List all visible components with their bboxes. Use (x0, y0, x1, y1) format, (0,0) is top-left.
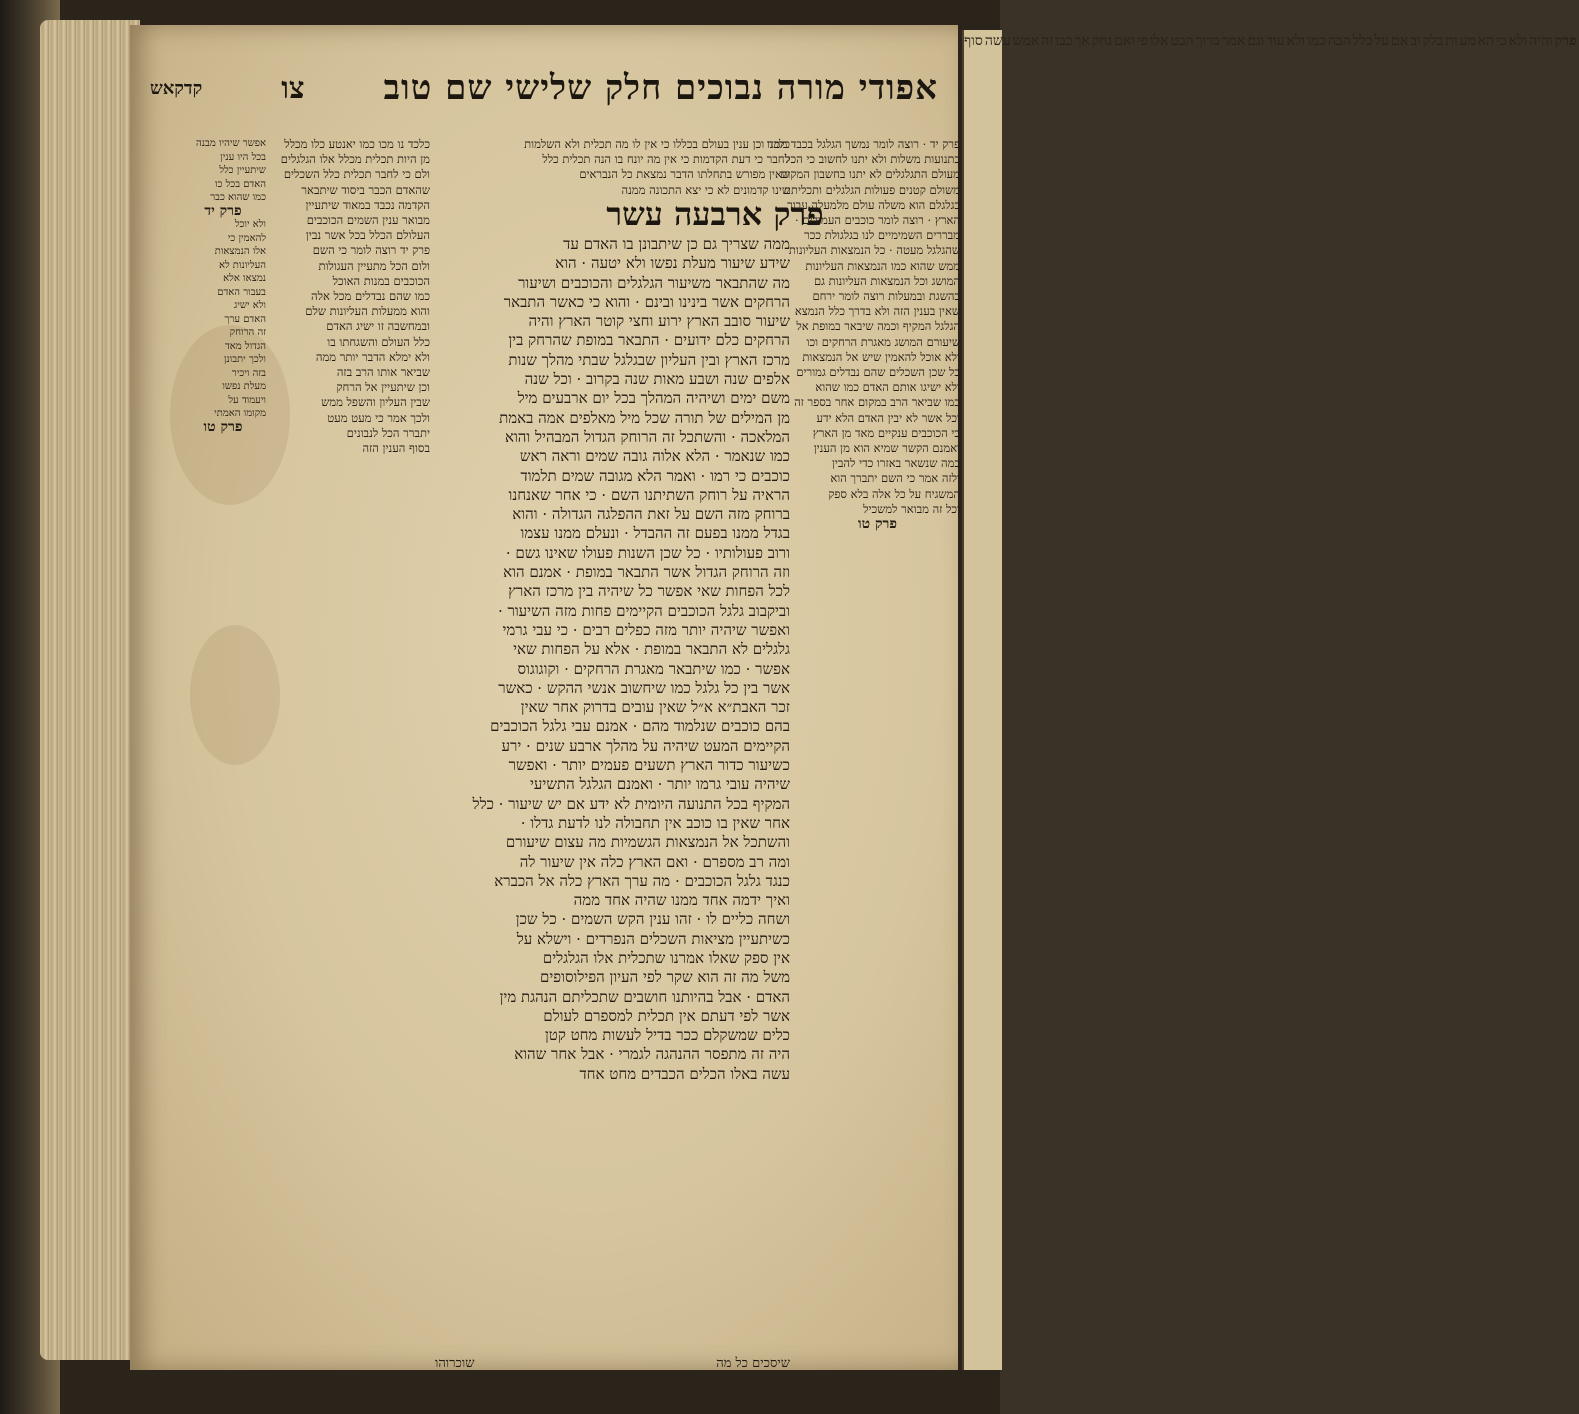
commentary-line: פרק יד · רוצה לומר נמשך הגלגל בכבד ממנו (766, 137, 960, 151)
commentary-line: כי הכוכבים ענקיים מאד מן הארץ (812, 425, 960, 440)
margin-note-line: כמו שהוא כבר (210, 192, 266, 203)
commentary-line: ולכך אמר כי מעט מעט (327, 410, 430, 425)
commentary-line: וכל זה מבואר למשכיל (863, 501, 960, 516)
commentary-line: וכל אשר לא יבין האדם הלא ידע (816, 410, 960, 425)
commentary-line: שביאר אותו הרב בזה (336, 365, 430, 380)
commentary-line: כמו שביאר הרב במקום אחר בספר זה (794, 395, 960, 410)
margin-note-line: האדם ערך (224, 313, 266, 325)
commentary-line: ולא ישיגו אותם האדם כמו שהוא (815, 380, 960, 395)
commentary-line: מבררים השמימיים לנו בגלגולת ככר (804, 228, 960, 243)
main-text-line: שיהיה עובי גרמו יותר · ואמנם הגלגל התשיעי (530, 775, 790, 794)
commentary-line: ולום הכל מתעיין העגולות (318, 258, 430, 273)
margin-note-line: שיתעיין כלל (219, 165, 266, 176)
main-text-line: ומה רב מספרם · ואם הארץ כלה אין שיעור לה (519, 852, 790, 871)
next-page-line: הבה (1327, 33, 1351, 49)
next-page-line: והיה (1529, 33, 1553, 49)
main-text-line: שידע שיעור מעלת נפשו ולא יטעה · הוא (555, 254, 790, 273)
next-page-line: וגם (1247, 33, 1265, 49)
commentary-line: המושג וכל הנמצאות העליונות גם (813, 273, 960, 288)
main-text-line: כלים שמשקלם ככר בדיל לעשות מחט קטן (544, 1026, 790, 1045)
book-page (130, 25, 958, 1370)
main-text-line: אחר שאין בו כוכב אין תחבולה לנו לדעת גדלו · (520, 813, 790, 832)
next-page-line: הא (1477, 33, 1495, 49)
commentary-line: משולם קטנים פעולות הגלגלים ותכליתם (783, 182, 960, 197)
footer-catchword-left: שוכרוהו (435, 1356, 475, 1371)
next-page-line: סוף (964, 33, 983, 49)
next-page-edge (962, 30, 1577, 1370)
next-page-line: על (1374, 33, 1390, 49)
page-footer (435, 1355, 790, 1371)
margin-note-line: להאמין כי (227, 232, 266, 244)
next-page-line: אמר (1221, 33, 1246, 49)
main-text-line: ואיך ידמה אחד ממנו שהיה אחד ממה (573, 891, 790, 910)
next-page-line: פי (1136, 33, 1148, 49)
main-text-line: גלגלים לא התבאר במופת · אלא על הפחות שאי (513, 640, 790, 659)
commentary-line: כמו שהם נבדלים מכל אלה (310, 289, 430, 304)
next-page-line: כמו (1307, 33, 1326, 49)
next-page-line: פרק (1554, 33, 1577, 49)
commentary-line: לחבר כי דעת הקדמות כי אין מה יונח בו הנה תכלית כלל (542, 152, 790, 167)
main-text-line: אפשר · כמו שיתבאר מאגרת הרחקים · וקוגוגוס (517, 659, 790, 678)
commentary-line: בתנועות משלות ולא יתנו לחשוב כי הכל (785, 152, 960, 167)
next-page-line: ואם (1114, 33, 1135, 49)
main-text-line: והשתכל אל הנמצאות הגשמיות מה עצום שיעורם (505, 833, 790, 852)
commentary-line: וכן שיתעיין אל הרחק (336, 380, 430, 395)
next-page-line: בלק (1422, 33, 1444, 49)
footer-catchword-right: שיסכים כל מה (716, 1356, 790, 1371)
margin-note-line: אפשר שיהיו מבנה (196, 138, 266, 149)
main-text-line: מן המילים של תורה שכל מיל מאלפים אמה באמת (499, 408, 790, 427)
next-page-line: כי (1496, 33, 1507, 49)
main-text-line: כוכבים כי רמו · ואמר הלא מגובה שמים תלמוד (520, 466, 790, 485)
next-page-line: נחק (1091, 33, 1113, 49)
main-text-line: אלפים שנה ושבע מאות שנה בקרוב · וכל שנה (524, 370, 790, 389)
main-text-line: המלאכה · והשתכל זה הרוחק הגדול המבהיל והוא (504, 427, 790, 446)
margin-note-line: פרק יד (204, 202, 242, 219)
commentary-line: מן היות תכלית מכלל אלו הגלגלים (280, 152, 430, 167)
commentary-line: הגלגל המקיף וכמה שיבאר במופת אל (796, 319, 960, 334)
margin-note-line: ויעמוד על (228, 394, 266, 406)
next-page-line: עוד (1266, 33, 1285, 49)
main-text-line: וזה הרוחק הגדול אשר התבאר במופת · אמנם הוא (503, 563, 790, 582)
main-text-line: אין ספק שאלו אמרנו שתכלית אלו הגלגלים (542, 948, 790, 967)
commentary-line: שינו קדמונים לא כי יצא התכונה ממנה (621, 182, 790, 197)
commentary-line: ואמנם הקשר שמיא הוא מן הענין (813, 441, 960, 456)
main-text-line: ממה שצריך גם כן שיתבונן בו האדם עד (563, 235, 790, 253)
main-text-line: כשיתעיין מציאות השכלים הנפרדים · וישלא על (516, 929, 790, 948)
page-edges (40, 20, 140, 1360)
next-page-line: ולא (1286, 33, 1306, 49)
commentary-line: כלל העולם והשגחתו בו (327, 334, 430, 349)
commentary-line: מבואר ענין השמים הכוכבים (306, 213, 430, 228)
margin-note-line: זה הרוחק (229, 327, 266, 338)
commentary-line: ולא אוכל להאמין שיש אל הנמצאות (802, 349, 960, 364)
header-catchword: קדקאש (150, 77, 203, 99)
main-text-line: אשר לפי דעתם אין תכלית למספרם לעולם (543, 1006, 790, 1025)
main-text-line: המקיף בכל התנועה היומית לא ידע אם יש שיעור · כלל (472, 794, 790, 813)
main-text-line: מרכז הארץ ובין העליון שבגלגל שבתי מהלך שנות (508, 350, 790, 369)
main-text-line: ורוב פעולותיו · כל שכן השנות פעולו שאינו גשם · (505, 543, 790, 562)
main-text-line: וביקבוב גלגל הכוכבים הקיימים פחות מזה השיעור · (497, 601, 790, 620)
main-text-line: האדם · אבל בהיותנו חושבים שתכליתם הנהגת מין (499, 987, 790, 1006)
next-page-line: מע (1459, 33, 1476, 49)
margin-note-line: ולכך יתבונן (223, 354, 266, 365)
main-text-line: שיעור סובב הארץ ירוע וחצי קוטר הארץ והיה (528, 312, 790, 331)
main-text-line: ברוחק מזה השם על זאת ההפלגה הגדולה · והוא (512, 505, 790, 524)
commentary-line: שבין העליון והשפל ממש (321, 395, 430, 410)
commentary-line: ולזה אמר כי השם יתברך הוא (830, 471, 960, 486)
main-text-line: משל מה זה הוא שקר לפי העיון הפילוסופים (539, 968, 790, 987)
margin-note-line: מקומו האמתי (214, 408, 266, 419)
next-page-line: אם (1391, 33, 1409, 49)
margin-note-line: מעלת נפשו (222, 381, 266, 392)
main-text-line: משם ימים ושיהיה המהלך בכל יום ארבעים מיל (517, 389, 790, 408)
commentary-left-column (280, 137, 430, 1297)
main-text-line: מה שהתבאר משיעור הגלגלים והכוכבים ושיעור (518, 273, 790, 292)
commentary-line: בסוף הענין הזה (362, 441, 430, 456)
commentary-line: פרק יד רוצה לומר כי השם (312, 243, 430, 258)
main-text-line: בגדל ממנו בפעם זה ההבדל · ונעלם ממנו עצמו (520, 524, 790, 543)
commentary-line: והוא ממעלות העליונות שלם (305, 304, 430, 319)
commentary-line: הכוכבים במנות האוכל (332, 273, 430, 288)
commentary-line: בהשגת ובמעלות רוצה לומר ירחם (812, 289, 960, 304)
next-page-line: כבו (1055, 33, 1073, 49)
next-page-line: ות (1445, 33, 1458, 49)
main-text-line: זכר האבת״א א״ל שאין עובים בדרוק אחר שאין (520, 698, 790, 717)
main-text-line: אשר בין כל גלגל כמו שיחשוב אנשי ההקש · כאשר (498, 678, 790, 697)
margin-note-line: נמצאו אלא (223, 273, 266, 284)
margin-note-line: בעבור האדם (217, 286, 266, 298)
main-text-line: היה זה מתפסר ההנהגה לגמרי · אבל אחר שהוא (514, 1045, 790, 1064)
main-text-line: כשיעור כדור הארץ תשעים פעמים יותר · ואפשר (508, 756, 790, 775)
commentary-line: מעולם התגלגלים לא יתנו בחשבון המקום (780, 167, 960, 182)
next-page-line: הבט (1170, 33, 1194, 49)
margin-note-line: הגדול מאד (224, 340, 266, 352)
main-text-line: הרחקים אשר בינינו ובינם · והוא כי כאשר התבאר (503, 292, 790, 311)
commentary-line: העלולם הכלל בכל אשר נבין (305, 228, 430, 243)
page-number: צו (281, 70, 305, 106)
margin-note-line: העליונות לא (218, 259, 266, 271)
next-page-line: אמש (1012, 33, 1040, 49)
commentary-line: כל שכן השכלים שהם נבדלים גמורים (796, 365, 960, 380)
commentary-line: הארץ · רוצה לומר כוכבים העמודים · (795, 213, 960, 228)
next-page-line: אך (1074, 33, 1090, 49)
commentary-line: כלכד וכן ענין בעולם בכללו כי אין לו מה תכלית ולא השלמות (524, 137, 790, 151)
commentary-line: שיעורם המושג מאגרת הרחקים וכו (806, 334, 960, 349)
margin-note-line: אלו הנמצאות (214, 246, 266, 257)
main-text-line: הקיימים המעט שיהיה על מהלך ארבע שנים · ירע (501, 736, 790, 755)
next-page-line: וב (1410, 33, 1421, 49)
commentary-line: ולא ימלא הדבר יותר ממה (315, 349, 430, 364)
commentary-line: ובמחשבה זו ישיג האדם (326, 319, 430, 334)
main-text-line: ושחה כליים לו · זהו ענין הקש השמים · כל שכן (515, 910, 790, 929)
main-text-line: ואפשר שיהיה יותר מזה כפלים רבים · כי עבי גרמי (502, 620, 790, 639)
commentary-line: המשגיח על כל אלה בלא ספק (828, 486, 960, 501)
next-page-line: עשה (984, 33, 1011, 49)
commentary-line: בגלגלם הוא משלה עולם מלמעלה עבור (787, 197, 960, 212)
main-text-column (435, 235, 790, 1365)
commentary-line: הקדמה נכבד במאוד שיתעיין (305, 197, 430, 212)
next-page-line: זה (1041, 33, 1054, 49)
main-text-line: כמו שנאמר · הלא אלוה גובה שמים וראה ראש (519, 447, 790, 466)
next-page-line: ולא (1508, 33, 1528, 49)
main-text-line: כנגד גלגל הכוכבים · מה ערך הארץ כלה אל הכברא (494, 871, 790, 890)
page-header (150, 63, 938, 113)
margin-note-line: האדם בכל כו (215, 178, 266, 190)
main-text-line: הרחקים כלם ידועים · התבאר במופת שהרחק בין (508, 331, 790, 350)
main-text-line: בהם כוכבים שנלמוד מהם · אמנם עבי גלגל הכוכבים (490, 717, 790, 736)
commentary-line: שהאדם הכבר ביסוד שיתבאר (301, 182, 430, 197)
commentary-line: יתברר הכל לנבונים (346, 425, 430, 440)
next-page-line: ברוך (1195, 33, 1220, 49)
commentary-line: ממש שהוא כמו הנמצאות העליונות (805, 258, 960, 273)
margin-note-line: פרק טו (203, 418, 243, 435)
running-title: אפודי מורה נבוכים חלק שלישי שם טוב (383, 68, 938, 108)
margin-note-line: ולא ישיג (233, 300, 266, 311)
commentary-line: פרק טו (858, 516, 897, 533)
commentary-line: במה שנשאר באזרו כדי להבין (831, 456, 960, 471)
main-text-line: לכל הפחות שאי אפשר כל שיהיה בין מרכז הארץ (508, 582, 790, 601)
commentary-right-column (766, 137, 960, 1317)
main-text-line: הראיה על רוחק השתיתנו השם · כי אחר שאנחנו (508, 485, 790, 504)
margin-note-line: ולא יוכל (234, 219, 266, 230)
commentary-line: שאין מפורש בתחלתו הדבר נמצאת כל הנבראים (579, 167, 790, 182)
margin-note-line: בכל היו ענין (220, 151, 266, 163)
margin-notes-column (180, 137, 266, 927)
main-text-line: עשה באלו הכלים הכבדים מחט אחד (579, 1064, 790, 1083)
commentary-line: שהגלגל מעטה · כל הנמצאות העליונות (788, 243, 960, 258)
chapter-heading: פרק ארבעה עשר (606, 195, 824, 233)
next-page-line: אלו (1149, 33, 1169, 49)
next-page-line: כלל (1352, 33, 1373, 49)
commentary-line: ולם כי לחבר תכלית כלל השכלים (283, 167, 430, 182)
commentary-line: כלכד נו מכו כמו יאנטע כלו מכלל (284, 137, 430, 151)
margin-note-line: בזה ויכיר (231, 367, 266, 379)
commentary-line: שאין בענין הזה ולא בדרך כלל הנמצא (794, 304, 960, 319)
